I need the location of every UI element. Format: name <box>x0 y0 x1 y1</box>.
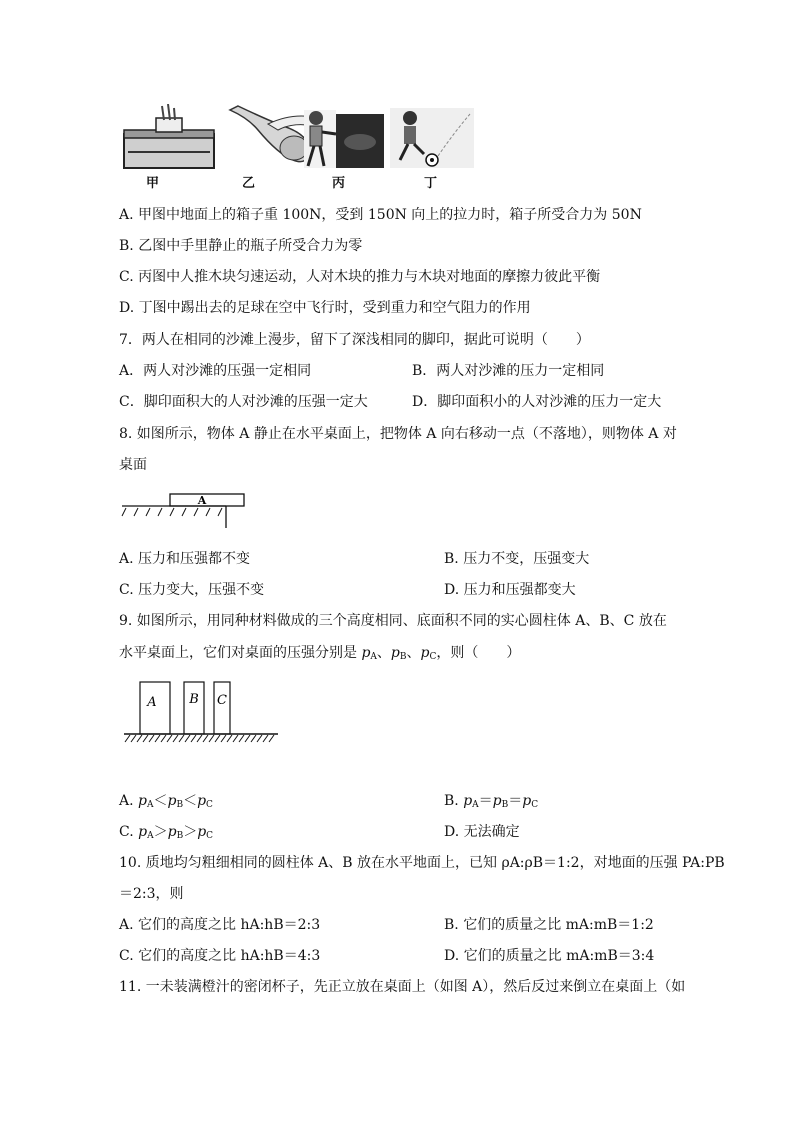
figure-bing-push <box>304 110 384 168</box>
q11-stem-line1: 11. 一未装满橙汁的密闭杯子，先正立放在桌面上（如图 A），然后反过来倒立在桌面上（如 <box>119 979 686 995</box>
q9-option-b: B. $p_A=p_B=p_C$ <box>444 793 539 810</box>
q8-table-figure <box>118 488 252 532</box>
q7-option-d: D．脚印面积小的人对沙滩的压力一定大 <box>412 394 662 410</box>
force-illustrations-figure <box>118 104 478 172</box>
q6-option-d: D. 丁图中踢出去的足球在空中飞行时，受到重力和空气阻力的作用 <box>119 300 531 316</box>
q8-table-hatching <box>122 508 222 516</box>
q8-block-label: A <box>197 494 207 507</box>
q9-stem-line1: 9. 如图所示，用同种材料做成的三个高度相同、底面积不同的实心圆柱体 A、B、C 放在 <box>119 613 667 629</box>
figure-label-ding: 丁 <box>424 176 438 191</box>
q10-option-d: D. 它们的质量之比 mA:mB＝3:4 <box>444 948 655 964</box>
q10-stem-line1: 10. 质地均匀粗细相同的圆柱体 A、B 放在水平地面上，已知 ρA:ρB＝1:2，对地面的压强 PA:PB <box>119 855 725 871</box>
q8-option-b: B. 压力不变，压强变大 <box>444 551 590 567</box>
q9-stem-line2-post: ，则（ ） <box>436 645 521 661</box>
q8-stem-line2: 桌面 <box>119 457 147 473</box>
q9-label-c: C <box>217 693 227 708</box>
q8-stem-line1: 8. 如图所示，物体 A 静止在水平桌面上，把物体 A 向右移动一点（不落地），则物体 A 对 <box>119 426 677 442</box>
q7-option-b: B．两人对沙滩的压力一定相同 <box>412 363 605 379</box>
q9-label-a: A <box>147 695 157 710</box>
q7-option-c: C．脚印面积大的人对沙滩的压强一定大 <box>119 394 368 410</box>
q9-stem-line2: 水平桌面上，它们对桌面的压强分别是 $p_A$、$p_B$、$p_C$，则（ ） <box>119 645 521 662</box>
q10-option-a: A. 它们的高度之比 hA:hB＝2:3 <box>119 917 321 933</box>
figure-label-jia: 甲 <box>146 176 160 191</box>
q9-label-b: B <box>189 692 199 707</box>
q8-option-c: C. 压力变大，压强不变 <box>119 582 265 598</box>
q6-option-b: B. 乙图中手里静止的瓶子所受合力为零 <box>119 238 363 254</box>
figure-label-yi: 乙 <box>242 176 256 191</box>
q8-option-d: D. 压力和压强都变大 <box>444 582 576 598</box>
q6-option-c: C. 丙图中人推木块匀速运动，人对木块的推力与木块对地面的摩擦力彼此平衡 <box>119 269 601 285</box>
q9-stem-line2-pre: 水平桌面上，它们对桌面的压强分别是 <box>119 645 362 661</box>
q8-block-a <box>170 494 244 506</box>
q9-cylinders-figure <box>122 676 282 748</box>
q9-cylinder-b <box>184 682 204 734</box>
q8-option-a: A. 压力和压强都不变 <box>119 551 251 567</box>
q9-table-hatching <box>125 735 274 742</box>
q10-stem-line2: ＝2:3，则 <box>119 886 184 902</box>
q9-cylinder-c <box>214 682 230 734</box>
figure-label-bing: 丙 <box>332 176 346 191</box>
q6-option-a: A. 甲图中地面上的箱子重 100N，受到 150N 向上的拉力时，箱子所受合力为 50N <box>119 207 642 223</box>
q10-option-c: C. 它们的高度之比 hA:hB＝4:3 <box>119 948 321 964</box>
q9-option-d: D. 无法确定 <box>444 824 520 840</box>
figure-ding-football <box>390 108 474 168</box>
q10-option-b: B. 它们的质量之比 mA:mB＝1:2 <box>444 917 654 933</box>
q9-option-c: C. $p_A>p_B>p_C$ <box>119 824 214 841</box>
q9-option-a: A. $p_A<p_B<p_C$ <box>119 793 213 810</box>
q7-stem: 7．两人在相同的沙滩上漫步，留下了深浅相同的脚印，据此可说明（ ） <box>119 332 590 348</box>
q7-option-a: A．两人对沙滩的压强一定相同 <box>119 363 312 379</box>
